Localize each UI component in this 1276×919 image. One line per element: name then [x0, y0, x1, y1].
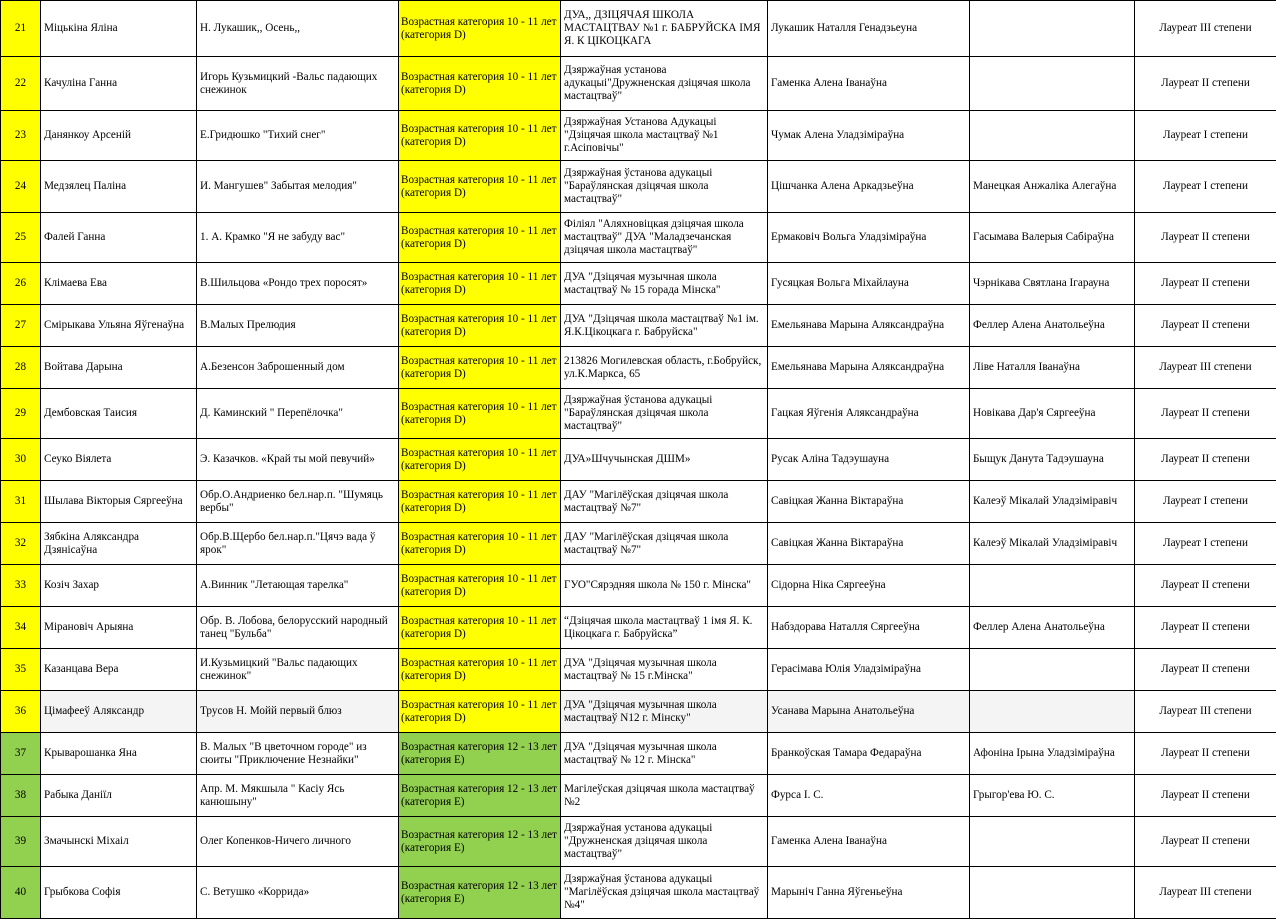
accompanist-cell: Грыгор'ева Ю. С.	[970, 775, 1135, 817]
teacher-cell: Гусяцкая Вольга Міхайлауна	[768, 263, 970, 305]
participant-name-cell: Данянкоу Арсеній	[41, 111, 197, 161]
age-category-cell: Возрастная категория 12 - 13 лет (категория E)	[399, 817, 561, 867]
accompanist-cell: Гасымава Валерыя Сабіраўна	[970, 213, 1135, 263]
row-number-cell: 29	[1, 389, 41, 439]
school-cell: Філіял "Аляхновіцкая дзіцячая школа мастацтваў" ДУА "Маладзечанская дзіцячая школа мастацтваў"	[561, 213, 768, 263]
table-row	[1, 213, 1276, 263]
piece-cell: Игорь Кузьмицкий -Вальс падающих снежинок	[197, 57, 399, 111]
teacher-cell: Ермаковіч Вольга Уладзіміраўна	[768, 213, 970, 263]
award-cell: Лауреат I степени	[1135, 161, 1276, 213]
participant-name-cell: Дембовская Таисия	[41, 389, 197, 439]
age-category-cell: Возрастная категория 10 - 11 лет (категория D)	[399, 481, 561, 523]
age-category-cell: Возрастная категория 10 - 11 лет (категория D)	[399, 57, 561, 111]
table-row	[1, 347, 1276, 389]
table-row	[1, 523, 1276, 565]
table-row	[1, 565, 1276, 607]
school-cell: ДУА "Дзіцячая музычная школа мастацтваў № 12 г. Мінска"	[561, 733, 768, 775]
piece-cell: С. Ветушко «Коррида»	[197, 867, 399, 919]
award-cell: Лауреат II степени	[1135, 775, 1276, 817]
award-cell: Лауреат II степени	[1135, 817, 1276, 867]
teacher-cell: Русак Аліна Тадэушауна	[768, 439, 970, 481]
age-category-cell: Возрастная категория 12 - 13 лет (категория E)	[399, 733, 561, 775]
award-cell: Лауреат I степени	[1135, 523, 1276, 565]
school-cell: Дзяржаўная ўстанова адукацыі "Бараўлянская дзіцячая школа мастацтваў"	[561, 161, 768, 213]
participant-name-cell: Сеуко Вiялета	[41, 439, 197, 481]
row-number-cell: 31	[1, 481, 41, 523]
school-cell: ДУА»Шчучынская ДШМ»	[561, 439, 768, 481]
accompanist-cell	[970, 649, 1135, 691]
piece-cell: А.Винник "Летающая тарелка"	[197, 565, 399, 607]
row-number-cell: 25	[1, 213, 41, 263]
accompanist-cell: Чэрнікава Святлана Ігарауна	[970, 263, 1135, 305]
teacher-cell: Савіцкая Жанна Віктараўна	[768, 523, 970, 565]
school-cell: Дзяржаўная установа адукацыі "Дружненская дзіцячая школа мастацтваў"	[561, 817, 768, 867]
school-cell: Дзяржаўная ўстанова адукацыі "Бараўлянская дзіцячая школа мастацтваў"	[561, 389, 768, 439]
teacher-cell: Сідорна Ніка Сяргееўна	[768, 565, 970, 607]
award-cell: Лауреат II степени	[1135, 389, 1276, 439]
participant-name-cell: Смірыкава Ульяна Яўгенаўна	[41, 305, 197, 347]
school-cell: ДУА,, ДЗІЦЯЧАЯ ШКОЛА МАСТАЦТВАУ №1 г. БАБРУЙСКА ІМЯ Я. К ЦІКОЦКАГА	[561, 1, 768, 57]
table-row	[1, 481, 1276, 523]
teacher-cell: Гаменка Алена Іванаўна	[768, 57, 970, 111]
piece-cell: Апр. М. Мякшыла " Касіу Ясь канюшыну"	[197, 775, 399, 817]
row-number-cell: 24	[1, 161, 41, 213]
table-row	[1, 691, 1276, 733]
participant-name-cell: Войтава Дарына	[41, 347, 197, 389]
table-row	[1, 161, 1276, 213]
participant-name-cell: Грыбкова Софія	[41, 867, 197, 919]
participant-name-cell: Клімаева Ева	[41, 263, 197, 305]
row-number-cell: 37	[1, 733, 41, 775]
award-cell: Лауреат II степени	[1135, 305, 1276, 347]
teacher-cell: Марыніч Ганна Яўгеньеўна	[768, 867, 970, 919]
piece-cell: И.Кузьмицкий "Вальс падающих снежинок"	[197, 649, 399, 691]
award-cell: Лауреат II степени	[1135, 733, 1276, 775]
row-number-cell: 21	[1, 1, 41, 57]
teacher-cell: Чумак Алена Уладзіміраўна	[768, 111, 970, 161]
school-cell: ГУО"Сярэдняя школа № 150 г. Мінска"	[561, 565, 768, 607]
school-cell: ДУА "Дзіцячая музычная школа мастацтваў N12 г. Мінску"	[561, 691, 768, 733]
piece-cell: А.Безенсон Заброшенный дом	[197, 347, 399, 389]
row-number-cell: 38	[1, 775, 41, 817]
teacher-cell: Гаменка Алена Іванаўна	[768, 817, 970, 867]
award-cell: Лауреат II степени	[1135, 263, 1276, 305]
school-cell: ДУА "Дзіцячая музычная школа мастацтваў № 15 г.Мінска"	[561, 649, 768, 691]
piece-cell: Е.Гридюшко "Тихий снег"	[197, 111, 399, 161]
accompanist-cell: Новікава Дар'я Сяргееўна	[970, 389, 1135, 439]
accompanist-cell: Феллер Алена Анатольеўна	[970, 607, 1135, 649]
teacher-cell: Набздорава Наталля Сяргееўна	[768, 607, 970, 649]
teacher-cell: Емельянава Марына Аляксандраўна	[768, 347, 970, 389]
participant-name-cell: Козіч Захар	[41, 565, 197, 607]
participant-name-cell: Фалей Ганна	[41, 213, 197, 263]
school-cell: 213826 Могилевская область, г.Бобруйск, ул.К.Маркса, 65	[561, 347, 768, 389]
accompanist-cell: Быщук Данута Тадэушауна	[970, 439, 1135, 481]
row-number-cell: 30	[1, 439, 41, 481]
accompanist-cell: Феллер Алена Анатольеўна	[970, 305, 1135, 347]
piece-cell: Обр.О.Андриенко бел.нар.п. "Шумяць вербы"	[197, 481, 399, 523]
table-row	[1, 389, 1276, 439]
age-category-cell: Возрастная категория 10 - 11 лет (категория D)	[399, 161, 561, 213]
table-row	[1, 775, 1276, 817]
age-category-cell: Возрастная категория 10 - 11 лет (категория D)	[399, 565, 561, 607]
award-cell: Лауреат III степени	[1135, 867, 1276, 919]
accompanist-cell: Калеэў Мікалай Уладзіміравіч	[970, 481, 1135, 523]
row-number-cell: 34	[1, 607, 41, 649]
school-cell: Магілеўская дзіцячая школа мастацтваў №2	[561, 775, 768, 817]
piece-cell: 1. А. Крамко "Я не забуду вас"	[197, 213, 399, 263]
award-cell: Лауреат II степени	[1135, 565, 1276, 607]
row-number-cell: 36	[1, 691, 41, 733]
age-category-cell: Возрастная категория 10 - 11 лет (категория D)	[399, 389, 561, 439]
piece-cell: Н. Лукашик,, Осень,,	[197, 1, 399, 57]
award-cell: Лауреат III степени	[1135, 347, 1276, 389]
teacher-cell: Гацкая Яўгенія Аляксандраўна	[768, 389, 970, 439]
row-number-cell: 40	[1, 867, 41, 919]
table-row	[1, 817, 1276, 867]
accompanist-cell	[970, 867, 1135, 919]
participant-name-cell: Шылава Вікторыя Сяргееўна	[41, 481, 197, 523]
age-category-cell: Возрастная категория 10 - 11 лет (категория D)	[399, 523, 561, 565]
participant-name-cell: Рабыка Даніїл	[41, 775, 197, 817]
table-row	[1, 57, 1276, 111]
age-category-cell: Возрастная категория 10 - 11 лет (категория D)	[399, 213, 561, 263]
table-row	[1, 305, 1276, 347]
teacher-cell: Бранкоўская Тамара Федараўна	[768, 733, 970, 775]
accompanist-cell	[970, 565, 1135, 607]
row-number-cell: 28	[1, 347, 41, 389]
school-cell: ДУА "Дзіцячая школа мастацтваў №1 ім. Я.К.Цікоцкага г. Бабруйска"	[561, 305, 768, 347]
table-row	[1, 263, 1276, 305]
teacher-cell: Герасімава Юлія Уладзіміраўна	[768, 649, 970, 691]
row-number-cell: 35	[1, 649, 41, 691]
accompanist-cell: Афоніна Ірына Уладзіміраўна	[970, 733, 1135, 775]
row-number-cell: 27	[1, 305, 41, 347]
school-cell: Дзяржаўная установа адукацыі"Дружненская дзіцячая школа мастацтваў"	[561, 57, 768, 111]
award-cell: Лауреат III степени	[1135, 691, 1276, 733]
row-number-cell: 32	[1, 523, 41, 565]
row-number-cell: 22	[1, 57, 41, 111]
accompanist-cell	[970, 57, 1135, 111]
age-category-cell: Возрастная категория 10 - 11 лет (категория D)	[399, 305, 561, 347]
accompanist-cell	[970, 691, 1135, 733]
participant-name-cell: Качуліна Ганна	[41, 57, 197, 111]
age-category-cell: Возрастная категория 12 - 13 лет (категория E)	[399, 775, 561, 817]
participant-name-cell: Міцькіна Яліна	[41, 1, 197, 57]
school-cell: ДАУ "Магілёўская дзіцячая школа мастацтваў №7"	[561, 523, 768, 565]
piece-cell: В.Шильцова «Рондо трех поросят»	[197, 263, 399, 305]
row-number-cell: 26	[1, 263, 41, 305]
participant-name-cell: Медзялец Паліна	[41, 161, 197, 213]
piece-cell: В.Малых Прелюдия	[197, 305, 399, 347]
table-row	[1, 649, 1276, 691]
teacher-cell: Усанава Марына Анатольеўна	[768, 691, 970, 733]
award-cell: Лауреат I степени	[1135, 481, 1276, 523]
teacher-cell: Савіцкая Жанна Віктараўна	[768, 481, 970, 523]
accompanist-cell: Калеэў Мікалай Уладзіміравіч	[970, 523, 1135, 565]
participant-name-cell: Змачынскі Міхаіл	[41, 817, 197, 867]
piece-cell: Э. Казачков. «Край ты мой певучий»	[197, 439, 399, 481]
accompanist-cell	[970, 111, 1135, 161]
age-category-cell: Возрастная категория 10 - 11 лет (категория D)	[399, 111, 561, 161]
school-cell: ДАУ "Магілёўская дзіцячая школа мастацтваў №7"	[561, 481, 768, 523]
table-row	[1, 733, 1276, 775]
age-category-cell: Возрастная категория 10 - 11 лет (категория D)	[399, 347, 561, 389]
table-row	[1, 867, 1276, 919]
table-row	[1, 1, 1276, 57]
table-row	[1, 111, 1276, 161]
award-cell: Лауреат I степени	[1135, 111, 1276, 161]
teacher-cell: Лукашик Наталля Генадзьеуна	[768, 1, 970, 57]
piece-cell: И. Мангушев" Забытая мелодия"	[197, 161, 399, 213]
age-category-cell: Возрастная категория 10 - 11 лет (категория D)	[399, 263, 561, 305]
school-cell: ДУА "Дзіцячая музычная школа мастацтваў № 15 горада Мінска"	[561, 263, 768, 305]
award-cell: Лауреат II степени	[1135, 439, 1276, 481]
age-category-cell: Возрастная категория 12 - 13 лет (категория E)	[399, 867, 561, 919]
piece-cell: Трусов Н. Мойй первый блюз	[197, 691, 399, 733]
piece-cell: Обр. В. Лобова, белорусский народный танец "Бульба"	[197, 607, 399, 649]
piece-cell: Обр.В.Щербо бел.нар.п."Цячэ вада ў ярок"	[197, 523, 399, 565]
school-cell: “Дзіцячая школа мастацтваў 1 імя Я. К. Цікоцкага г. Бабруйска”	[561, 607, 768, 649]
participant-name-cell: Цімафееў Аляксандр	[41, 691, 197, 733]
participant-name-cell: Зябкіна Аляксандра Дзянісаўна	[41, 523, 197, 565]
accompanist-cell: Ліве Наталля Іванаўна	[970, 347, 1135, 389]
age-category-cell: Возрастная категория 10 - 11 лет (категория D)	[399, 649, 561, 691]
age-category-cell: Возрастная категория 10 - 11 лет (категория D)	[399, 607, 561, 649]
award-cell: Лауреат II степени	[1135, 649, 1276, 691]
school-cell: Дзяржаўная ўстанова адукацыі "Магілёўская дзіцячая школа мастацтваў №4"	[561, 867, 768, 919]
award-cell: Лауреат III степени	[1135, 1, 1276, 57]
accompanist-cell	[970, 1, 1135, 57]
teacher-cell: Емельянава Марына Аляксандраўна	[768, 305, 970, 347]
participant-name-cell: Крыварошанка Яна	[41, 733, 197, 775]
age-category-cell: Возрастная категория 10 - 11 лет (категория D)	[399, 439, 561, 481]
row-number-cell: 39	[1, 817, 41, 867]
row-number-cell: 33	[1, 565, 41, 607]
school-cell: Дзяржаўная Установа Адукацыі "Дзіцячая школа мастацтваў №1 г.Асіповічы"	[561, 111, 768, 161]
piece-cell: Д. Каминский " Перепёлочка"	[197, 389, 399, 439]
accompanist-cell	[970, 817, 1135, 867]
participant-name-cell: Мірановіч Арыяна	[41, 607, 197, 649]
row-number-cell: 23	[1, 111, 41, 161]
award-cell: Лауреат II степени	[1135, 57, 1276, 111]
award-cell: Лауреат II степени	[1135, 607, 1276, 649]
accompanist-cell: Манецкая Анжаліка Алегаўна	[970, 161, 1135, 213]
teacher-cell: Фурса І. С.	[768, 775, 970, 817]
award-cell: Лауреат II степени	[1135, 213, 1276, 263]
age-category-cell: Возрастная категория 10 - 11 лет (категория D)	[399, 691, 561, 733]
teacher-cell: Цішчанка Алена Аркадзьеўна	[768, 161, 970, 213]
table-row	[1, 607, 1276, 649]
piece-cell: В. Малых "В цветочном городе" из сюиты "Приключение Незнайки"	[197, 733, 399, 775]
table-row	[1, 439, 1276, 481]
participant-name-cell: Казанцава Вера	[41, 649, 197, 691]
age-category-cell: Возрастная категория 10 - 11 лет (категория D)	[399, 1, 561, 57]
piece-cell: Олег Копенков-Ничего личного	[197, 817, 399, 867]
